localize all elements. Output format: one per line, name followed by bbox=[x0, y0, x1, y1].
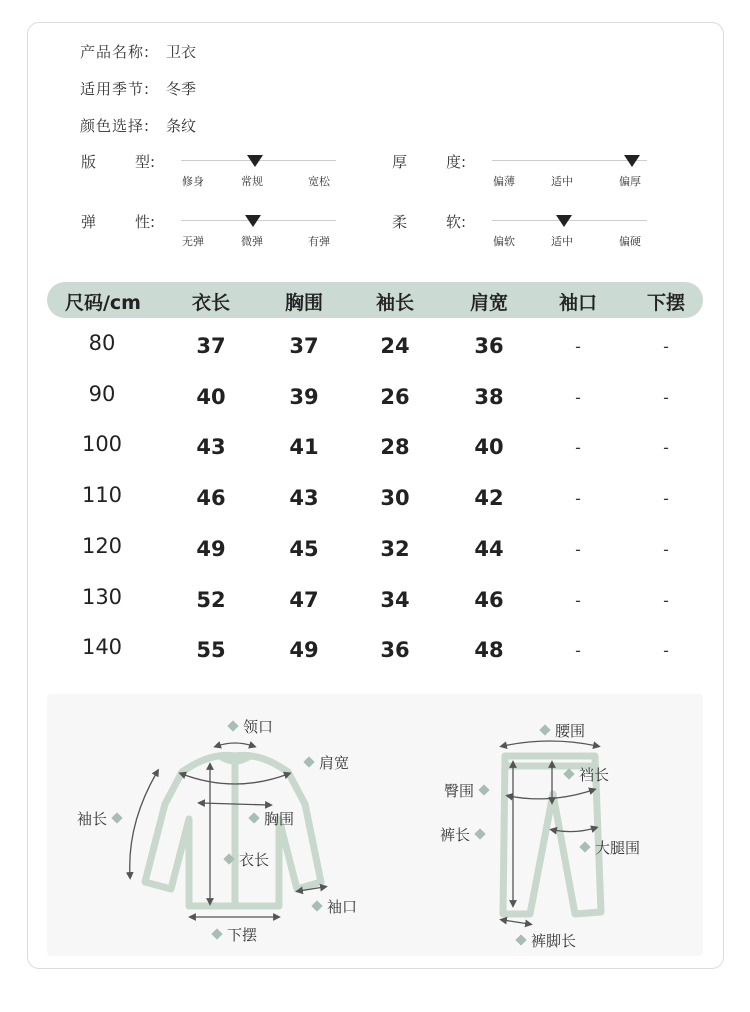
label-sleeve-length: 袖长 bbox=[77, 808, 127, 829]
table-cell: 36 bbox=[474, 334, 504, 358]
table-cell: - bbox=[575, 489, 581, 509]
table-cell: - bbox=[663, 539, 669, 559]
table-cell: 47 bbox=[289, 587, 319, 612]
scale-marker bbox=[624, 155, 640, 167]
scale-thickness: 厚 度: 偏薄 适中 偏厚 bbox=[392, 151, 682, 191]
label-cuff: 袖口 bbox=[307, 896, 357, 917]
table-cell: 32 bbox=[380, 536, 410, 561]
scale-marker bbox=[247, 155, 263, 167]
table-cell: 37 bbox=[196, 334, 226, 358]
table-cell: - bbox=[575, 387, 581, 407]
table-cell: 55 bbox=[196, 638, 226, 663]
table-cell: 37 bbox=[289, 334, 319, 358]
label-chest: 胸围 bbox=[244, 808, 294, 829]
scale-fit: 版 型: 修身 常规 宽松 bbox=[81, 151, 371, 191]
measurement-diagram bbox=[47, 694, 703, 956]
table-cell: 45 bbox=[289, 536, 319, 561]
table-cell: 38 bbox=[474, 384, 504, 409]
table-cell: 41 bbox=[289, 435, 319, 460]
header-chest: 胸围 bbox=[284, 292, 323, 314]
table-cell: - bbox=[663, 489, 669, 509]
table-cell: 26 bbox=[380, 384, 410, 409]
table-cell: 40 bbox=[196, 384, 226, 409]
table-cell: - bbox=[575, 438, 581, 458]
table-cell: 43 bbox=[289, 486, 319, 511]
info-product-name: 产品名称: 卫衣 bbox=[80, 43, 197, 61]
label-hip: 臀围 bbox=[444, 780, 494, 801]
table-cell: 36 bbox=[380, 638, 410, 663]
table-cell: 42 bbox=[474, 486, 504, 511]
header-shoulder: 肩宽 bbox=[469, 292, 508, 314]
header-sleeve: 袖长 bbox=[375, 292, 414, 314]
table-cell: - bbox=[663, 337, 669, 356]
header-size: 尺码/cm bbox=[64, 292, 141, 314]
table-cell: 120 bbox=[81, 533, 123, 558]
info-color: 颜色选择: 条纹 bbox=[80, 117, 197, 135]
label-thigh: 大腿围 bbox=[575, 837, 640, 858]
scale-elasticity: 弹 性: 无弹 微弹 有弹 bbox=[81, 211, 371, 251]
scale-marker bbox=[556, 215, 572, 227]
table-cell: 34 bbox=[380, 587, 410, 612]
label-leg-opening: 裤脚长 bbox=[511, 930, 576, 951]
scale-marker bbox=[245, 215, 261, 227]
table-cell: 52 bbox=[196, 587, 226, 612]
table-cell: 110 bbox=[81, 483, 123, 508]
label-rise: 裆长 bbox=[559, 764, 609, 785]
table-cell: 43 bbox=[196, 435, 226, 460]
table-cell: - bbox=[663, 590, 669, 610]
table-cell: - bbox=[575, 337, 581, 356]
table-cell: 100 bbox=[81, 432, 123, 457]
table-cell: 40 bbox=[474, 435, 504, 460]
label-shoulder: 肩宽 bbox=[299, 752, 349, 773]
table-cell: 48 bbox=[474, 638, 504, 663]
table-cell: 49 bbox=[289, 638, 319, 663]
header-cuff: 袖口 bbox=[558, 292, 597, 314]
label-waist: 腰围 bbox=[535, 720, 585, 741]
table-cell: - bbox=[663, 641, 669, 661]
table-cell: 39 bbox=[289, 384, 319, 409]
sweatshirt-outline bbox=[145, 755, 321, 906]
size-table-header bbox=[47, 282, 703, 318]
table-cell: 28 bbox=[380, 435, 410, 460]
header-hem: 下摆 bbox=[646, 292, 685, 314]
table-cell: 90 bbox=[88, 381, 116, 406]
label-pants-length: 裤长 bbox=[440, 824, 490, 845]
table-cell: 130 bbox=[81, 584, 123, 609]
table-cell: 24 bbox=[380, 334, 410, 358]
table-cell: 80 bbox=[88, 331, 116, 355]
table-cell: 140 bbox=[81, 635, 123, 660]
table-cell: - bbox=[575, 539, 581, 559]
table-cell: - bbox=[663, 438, 669, 458]
table-cell: 46 bbox=[196, 486, 226, 511]
table-cell: 44 bbox=[474, 536, 504, 561]
table-cell: - bbox=[575, 641, 581, 661]
table-cell: 46 bbox=[474, 587, 504, 612]
table-cell: 49 bbox=[196, 536, 226, 561]
garment-illustration bbox=[47, 694, 703, 956]
table-cell: 30 bbox=[380, 486, 410, 511]
scale-softness: 柔 软: 偏软 适中 偏硬 bbox=[392, 211, 682, 251]
header-length: 衣长 bbox=[191, 292, 230, 314]
table-cell: - bbox=[663, 387, 669, 407]
label-collar: 领口 bbox=[223, 716, 273, 737]
table-cell: - bbox=[575, 590, 581, 610]
label-body-length: 衣长 bbox=[219, 849, 269, 870]
info-season: 适用季节: 冬季 bbox=[80, 80, 197, 98]
label-hem: 下摆 bbox=[207, 924, 257, 945]
